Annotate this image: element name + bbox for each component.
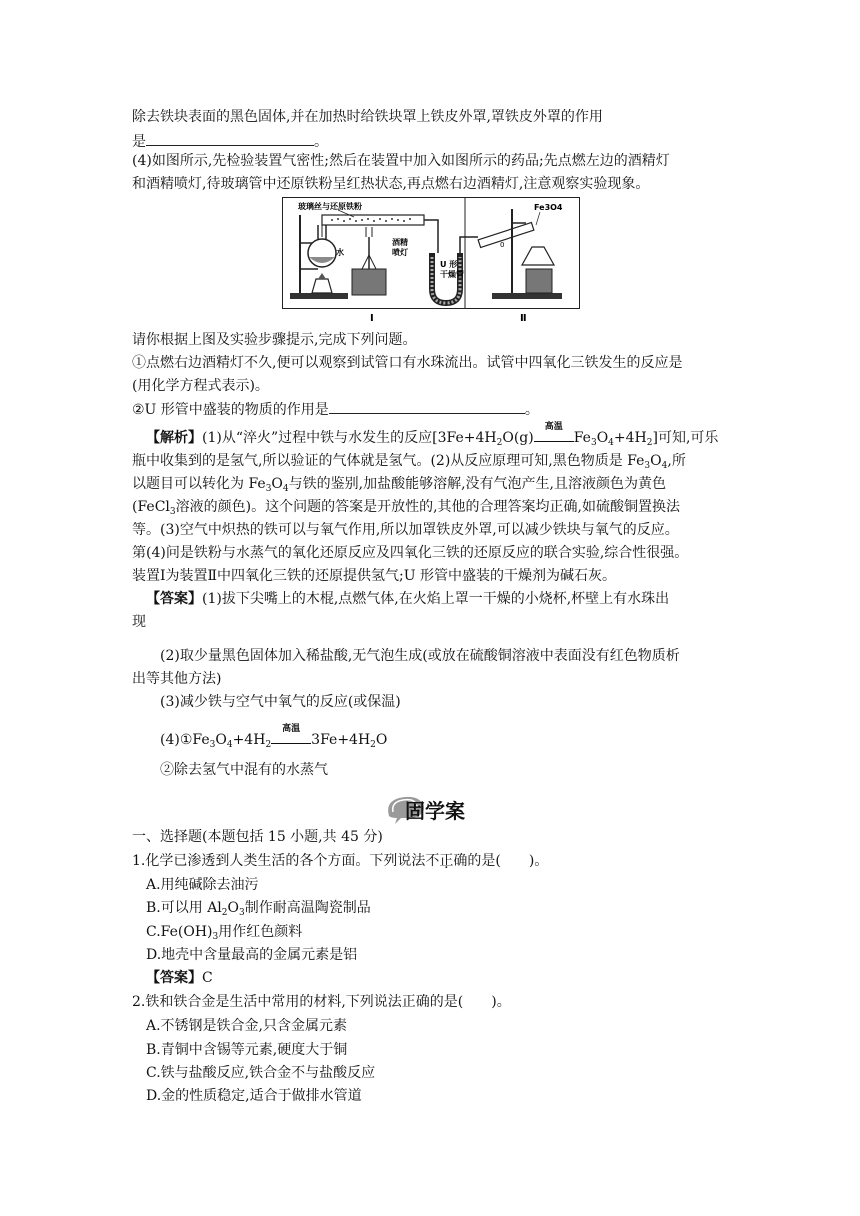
answer-blank <box>329 399 525 414</box>
label-tube: 玻璃丝与还原铁粉 <box>298 202 362 211</box>
q4-sub1-line2: (用化学方程式表示)。 <box>132 378 269 394</box>
q3-text-line2: 是 。 <box>132 131 732 152</box>
section-banner <box>383 792 483 826</box>
q2-option-d: D.金的性质稳定,适合于做排水管道 <box>146 1088 362 1104</box>
analysis-line7: 装置Ⅰ为装置Ⅱ中四氧化三铁的还原提供氢气;U 形管中盛装的干燥剂为碱石灰。 <box>132 568 617 584</box>
q2-option-a: A.不锈钢是铁合金,只含金属元素 <box>146 1018 348 1034</box>
answer-line1: 【答案】(1)拔下尖嘴上的木棍,点燃气体,在火焰上罩一干燥的小烧杯,杯壁上有水珠出 <box>146 591 670 607</box>
apparatus-figure <box>282 197 580 325</box>
banner-text: 固学案 <box>405 799 465 823</box>
label-water: 水 <box>336 248 344 257</box>
q4-intro: 请你根据上图及实验步骤提示,完成下列问题。 <box>132 332 417 348</box>
q1-stem: 1.化学已渗透到人类生活的各个方面。下列说法不正确的是( )。 <box>132 853 549 869</box>
answer-line1b: 现 <box>132 614 146 630</box>
analysis-line5: 等。(3)空气中炽热的铁可以与氧气作用,所以加罩铁皮外罩,可以减少铁块与氧气的反应。 <box>132 522 679 538</box>
label-zero: 0 <box>500 241 505 249</box>
answer-line3: (3)减少铁与空气中氧气的反应(或保温) <box>160 694 401 710</box>
q2-option-c: C.铁与盐酸反应,铁合金不与盐酸反应 <box>146 1065 376 1081</box>
q4-text-line2: 和酒精喷灯,待玻璃管中还原铁粉呈红热状态,再点燃右边酒精灯,注意观察实验现象。 <box>132 176 650 192</box>
q1-answer: 【答案】C <box>146 970 213 986</box>
q1-option-c: $C.Fe(OH)_3$用作红色颜料 <box>146 924 303 942</box>
answer-blank <box>146 131 314 146</box>
label-lamp-2: 喷灯 <box>392 248 408 257</box>
section-heading: 一、选择题(本题包括 15 小题,共 45 分) <box>132 829 383 845</box>
q1-option-b: B.可以用 $Al_2O_3$制作耐高温陶瓷制品 <box>146 900 371 918</box>
label-u-1: U 形 <box>440 260 458 269</box>
label-fe3o4: Fe3O4 <box>534 203 563 212</box>
analysis-line1: 【解析】(1)从“淬火”过程中铁与水发生的反应[$3Fe+4H_2O(g)$ 高温 $Fe_3O_4+4H_2$]可知,可乐 <box>146 422 719 448</box>
analysis-line3: 以题目可以转化为 $Fe_3O_4$与铁的鉴别,加盐酸能够溶解,没有气泡产生,且溶液颜色为黄色 <box>132 476 666 494</box>
answer-line4: $(4)①Fe_3O_4+4H_2$ 高温 $3Fe+4H_2O$ <box>160 724 388 750</box>
label-apparatus-i: I <box>370 313 374 324</box>
label-lamp-1: 酒精 <box>392 238 408 247</box>
analysis-line6: 第(4)问是铁粉与水蒸气的氧化还原反应及四氧化三铁的还原反应的联合实验,综合性很强。 <box>132 545 689 561</box>
q1-option-d: D.地壳中含量最高的金属元素是铝 <box>146 947 358 963</box>
q2-stem: 2.铁和铁合金是生活中常用的材料,下列说法正确的是( )。 <box>132 994 511 1010</box>
q4-sub1-line1: ①点燃右边酒精灯不久,便可以观察到试管口有水珠流出。试管中四氧化三铁发生的反应是 <box>132 355 683 371</box>
q4-sub2: ②U 形管中盛装的物质的作用是 。 <box>132 399 732 420</box>
q2-option-b: B.青铜中含锡等元素,硬度大于铜 <box>146 1042 348 1058</box>
analysis-line4: (FeCl$_3$溶液的颜色)。这个问题的答案是开放性的,其他的合理答案均正确,如硫酸铜置换法 <box>132 499 680 517</box>
label-apparatus-ii: Ⅱ <box>520 313 527 324</box>
answer-line2b: 出等其他方法) <box>132 671 222 687</box>
analysis-line2: 瓶中收集到的是氢气,所以验证的气体就是氢气。(2)从反应原理可知,黑色物质是 $Fe_3O_4$,所 <box>132 453 686 471</box>
label-u-2: 干燥管 <box>440 270 464 279</box>
answer-line2: (2)取少量黑色固体加入稀盐酸,无气泡生成(或放在硫酸铜溶液中表面没有红色物质析 <box>160 648 680 664</box>
q3-text-line1: 除去铁块表面的黑色固体,并在加热时给铁块罩上铁皮外罩,罩铁皮外罩的作用 <box>132 109 603 125</box>
answer-line4b: ②除去氢气中混有的水蒸气 <box>160 762 328 778</box>
q1-option-a: A.用纯碱除去油污 <box>146 877 259 893</box>
q4-text-line1: (4)如图所示,先检验装置气密性;然后在装置中加入如图所示的药品;先点燃左边的酒精灯 <box>132 153 670 169</box>
